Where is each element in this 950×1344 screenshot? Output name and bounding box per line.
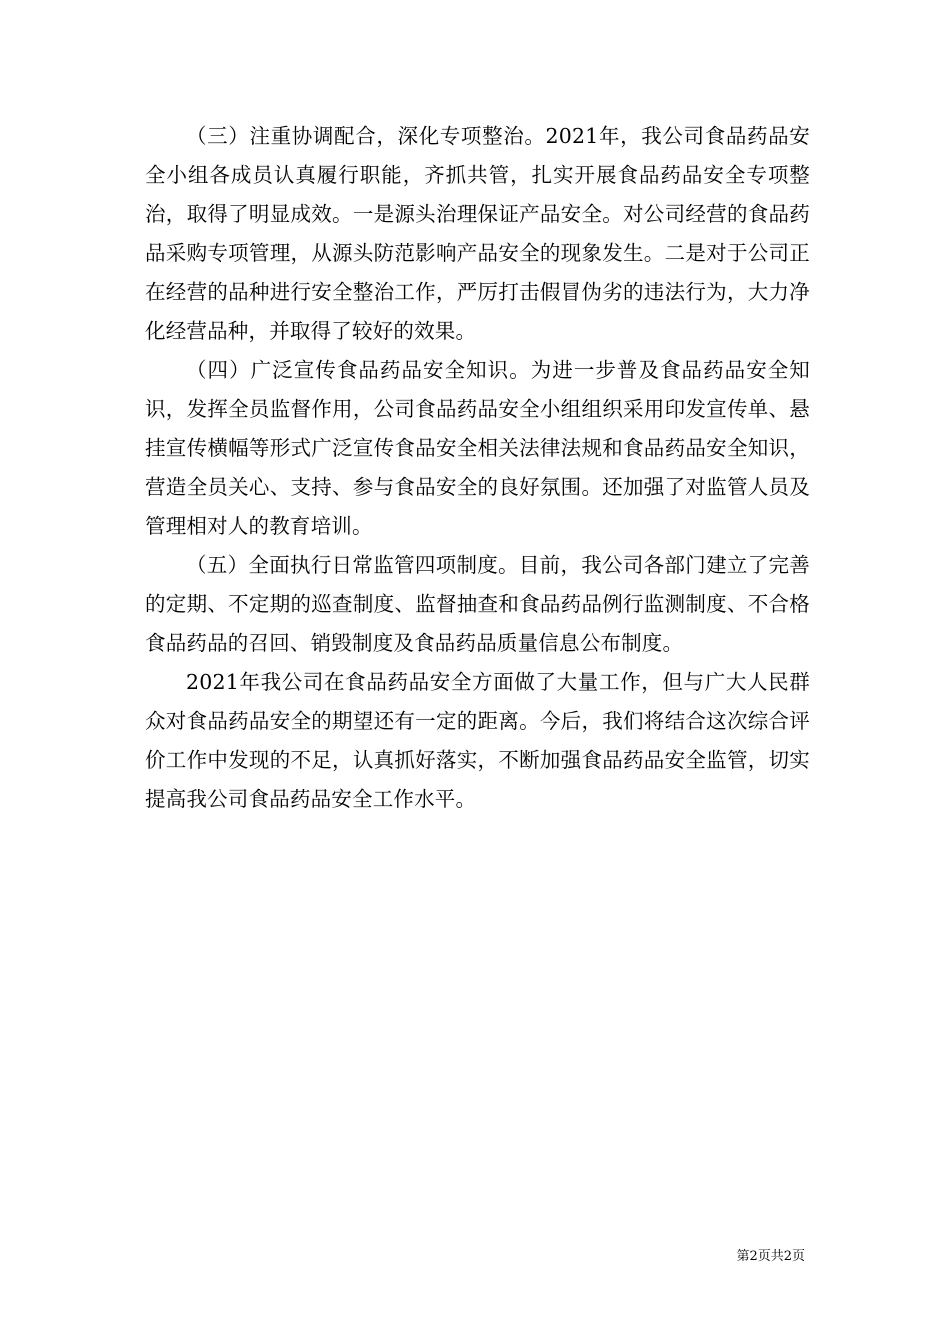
document-body: [145, 117, 810, 819]
paragraph-conclusion: 2021年我公司在食品药品安全方面做了大量工作，但与广大人民群众对食品药品安全的期望还有一定的距离。今后，我们将结合这次综合评价工作中发现的不足，认真抓好落实，不断加强食品药品安全监管，切实提高我公司食品药品安全工作水平。: [145, 670, 810, 811]
paragraph-section-five: （五）全面执行日常监管四项制度。目前，我公司各部门建立了完善的定期、不定期的巡查制度、监督抽查和食品药品例行监测制度、不合格食品药品的召回、销毁制度及食品药品质量信息公布制度。: [145, 553, 810, 655]
paragraph-section-three: （三）注重协调配合，深化专项整治。2021年，我公司食品药品安全小组各成员认真履行职能，齐抓共管，扎实开展食品药品安全专项整治，取得了明显成效。一是源头治理保证产品安全。对公司经营的食品药品采购专项管理，从源头防范影响产品安全的现象发生。二是对于公司正在经营的品种进行安全整治工作，严厉打击假冒伪劣的违法行为，大力净化经营品种，并取得了较好的效果。: [145, 124, 810, 343]
paragraph-section-four: （四）广泛宣传食品药品安全知识。为进一步普及食品药品安全知识，发挥全员监督作用，公司食品药品安全小组组织采用印发宣传单、悬挂宣传横幅等形式广泛宣传食品安全相关法律法规和食品药品安全知识，营造全员关心、支持、参与食品安全的良好氛围。还加强了对监管人员及管理相对人的教育培训。: [145, 358, 810, 538]
page-number-footer: 第2页共2页: [736, 1249, 805, 1264]
